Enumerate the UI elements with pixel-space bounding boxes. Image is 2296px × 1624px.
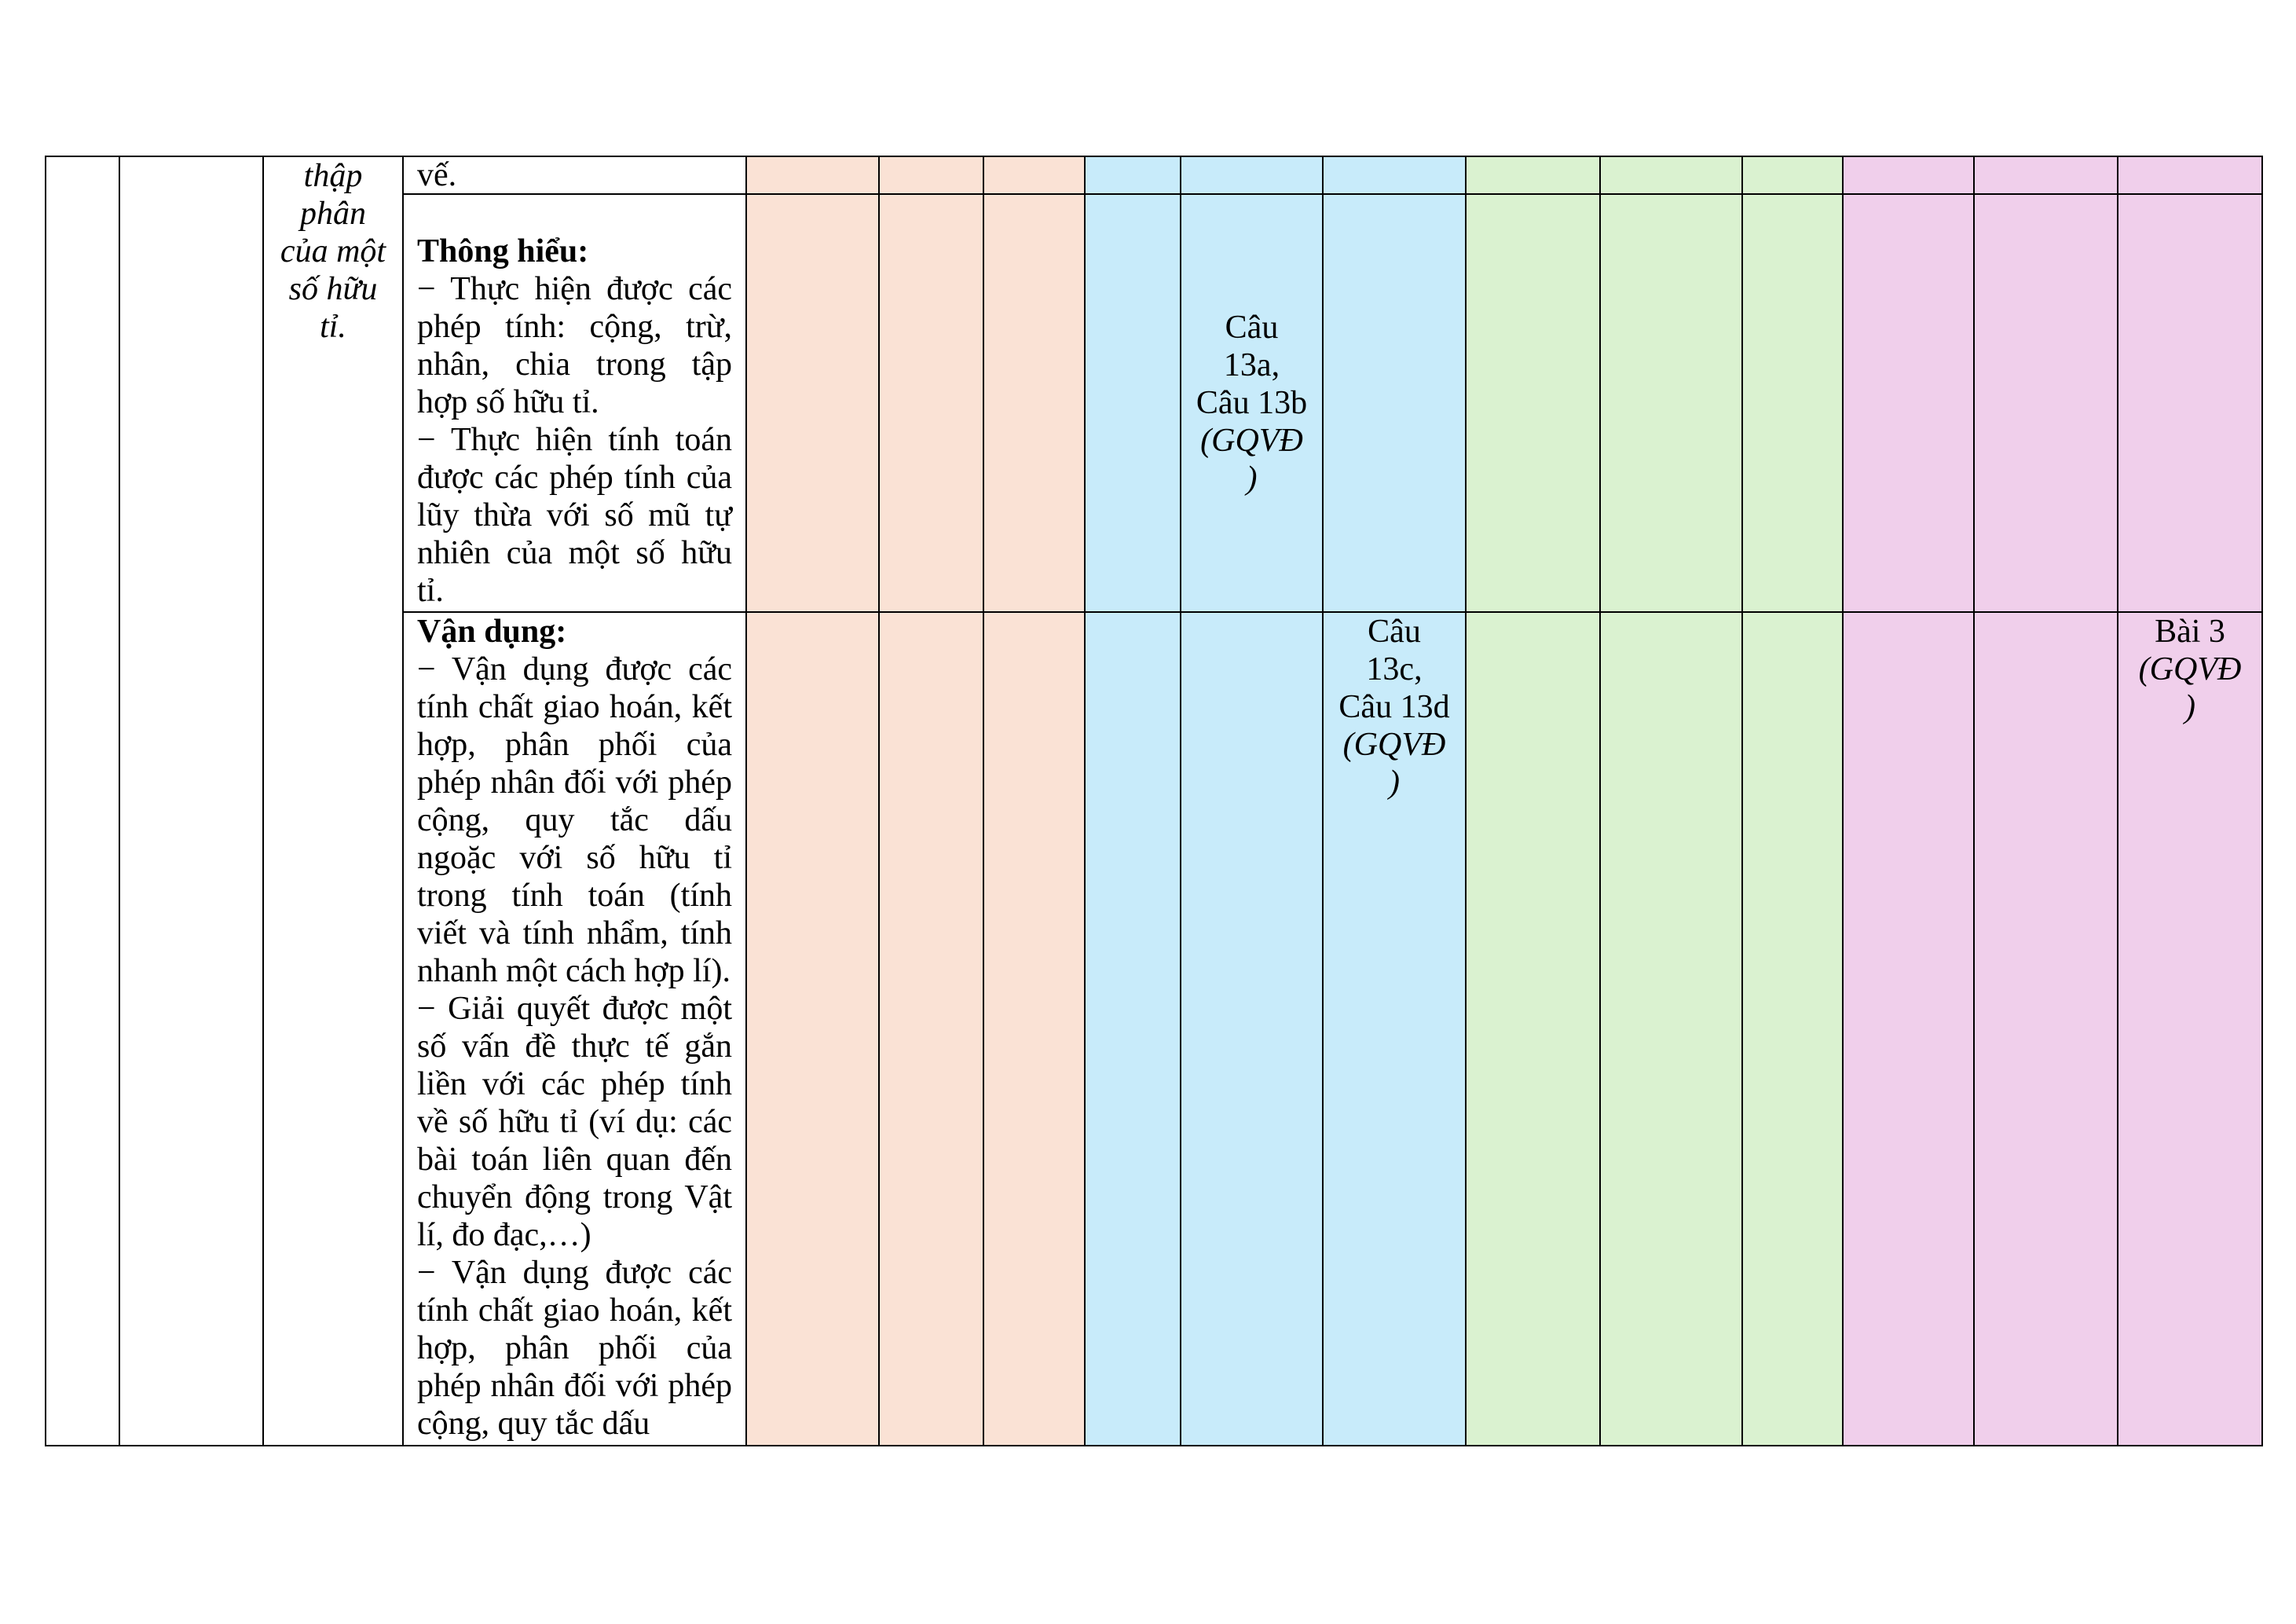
table-cell (1975, 157, 2117, 193)
requirement-cell-continued (404, 157, 745, 193)
requirement-continued-text: vế. (417, 157, 457, 193)
requirement-item: − Giải quyết được một số vấn đề thực tế gắn liền với các phép tính về số hữu tỉ (ví dụ: các bài toán liên quan đến chuyển động trong Vật lí, đo đạc,…) (417, 991, 732, 1253)
table-cell-chapter (120, 157, 262, 1445)
table-cell (1975, 613, 2117, 1445)
requirement-cell-comprehension (404, 195, 745, 611)
table-cell (1086, 613, 1180, 1445)
table-cell (984, 157, 1084, 193)
table-cell (1601, 613, 1741, 1445)
requirement-item: − Thực hiện được các phép tính: cộng, trừ, nhân, chia trong tập hợp số hữu tỉ. (417, 271, 732, 420)
table-cell (1324, 157, 1465, 193)
requirement-item: − Vận dụng được các tính chất giao hoán, kết hợp, phân phối của phép nhân đối với phép cộng, quy tắc dấu (417, 1255, 732, 1442)
table-cell (1324, 195, 1465, 611)
table-cell (880, 195, 983, 611)
requirement-cell-application (404, 613, 745, 1445)
table-cell (747, 195, 878, 611)
question-label: Câu 13c, Câu 13d (1338, 614, 1450, 725)
competency-tag: (GQVĐ ) (1342, 727, 1446, 801)
table-cell (1844, 157, 1973, 193)
table-cell (984, 613, 1084, 1445)
table-cell (880, 157, 983, 193)
requirement-item: − Thực hiện tính toán được các phép tính của lũy thừa với số mũ tự nhiên của một số hữu tỉ. (417, 422, 732, 609)
table-cell (1181, 613, 1322, 1445)
table-cell (1181, 157, 1322, 193)
table-cell (1601, 195, 1741, 611)
table-cell (1844, 195, 1973, 611)
table-cell (880, 613, 983, 1445)
question-cell-essay (2118, 613, 2261, 1445)
table-cell (2118, 157, 2261, 193)
table-cell (1743, 195, 1842, 611)
question-label: Câu 13a, Câu 13b (1196, 310, 1308, 421)
topic-cell (264, 157, 402, 1445)
table-cell (1743, 157, 1842, 193)
table-cell (1467, 195, 1599, 611)
table-cell (1601, 157, 1741, 193)
question-cell-comprehension (1181, 195, 1322, 611)
assessment-matrix-table (45, 156, 2263, 1446)
table-cell-index (46, 157, 119, 1445)
table-cell (1086, 195, 1180, 611)
question-label: Bài 3 (2155, 614, 2225, 650)
table-cell (1844, 613, 1973, 1445)
table-cell (1086, 157, 1180, 193)
table-cell (747, 157, 878, 193)
table-cell (984, 195, 1084, 611)
topic-text: thập phân của một số hữu tỉ. (280, 158, 386, 345)
table-cell (2118, 195, 2261, 611)
table-cell (1467, 157, 1599, 193)
table-cell (1975, 195, 2117, 611)
table-cell (1467, 613, 1599, 1445)
competency-tag: (GQVĐ ) (2138, 651, 2242, 725)
requirement-heading: Vận dụng: (417, 614, 567, 650)
table-cell (747, 613, 878, 1445)
table-cell (1743, 613, 1842, 1445)
requirement-heading: Thông hiểu: (417, 233, 589, 269)
competency-tag: (GQVĐ ) (1200, 423, 1303, 497)
requirement-item: − Vận dụng được các tính chất giao hoán, kết hợp, phân phối của phép nhân đối với phép cộng, quy tắc dấu ngoặc với số hữu tỉ trong tính toán (tính viết và tính nhẩm, tính nhanh một cách hợp lí). (417, 651, 732, 989)
question-cell-application (1324, 613, 1465, 1445)
